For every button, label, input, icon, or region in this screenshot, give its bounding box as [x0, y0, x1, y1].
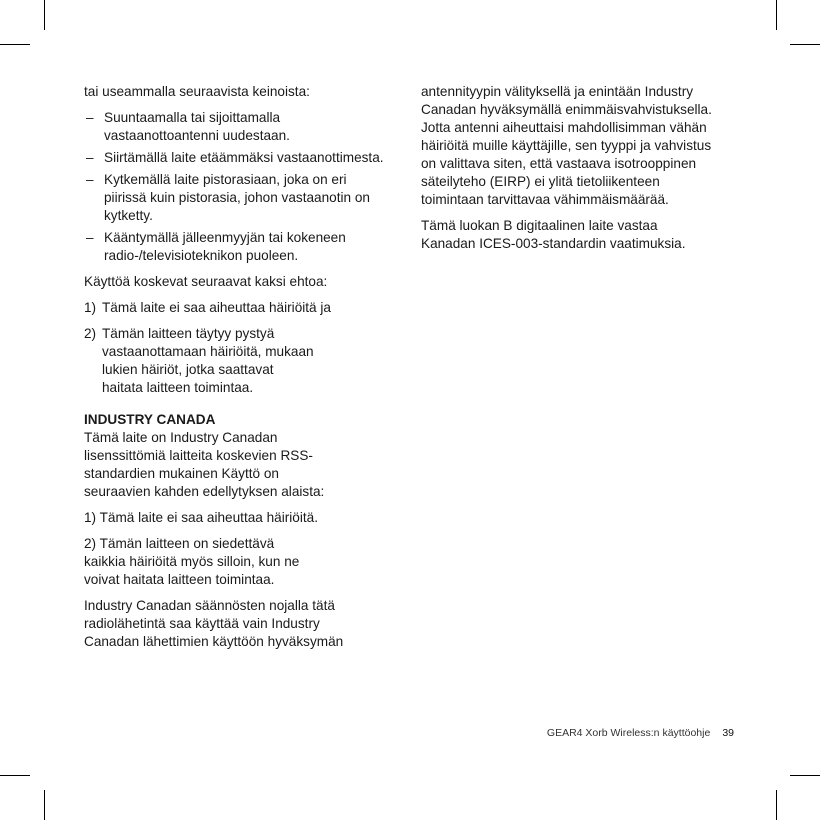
page-number: 39	[722, 727, 734, 739]
list-item	[84, 229, 384, 265]
left-column	[84, 83, 384, 659]
list-item	[84, 109, 384, 145]
list-item-text: Siirtämällä laite etäämmäksi vastaanottimesta.	[104, 150, 384, 165]
crop-mark	[790, 775, 820, 776]
list-item	[84, 171, 384, 225]
intro-text: tai useammalla seuraavista keinoista:	[84, 84, 310, 99]
crop-mark	[44, 0, 45, 30]
section-heading: INDUSTRY CANADA	[84, 412, 216, 427]
continuation-paragraph: antennityypin välityksellä ja enintään Industry Canadan hyväksymällä enimmäisvahvistuksella. Jotta antenni aiheuttaisi mahdollisimman vähän häiriöitä muille käyttäjille, sen tyyppi ja vahvistus on valittava siten, että vastaava isotrooppinen säteilyteho (EIRP) ei ylitä tietoliikenteen toimintaan tarvittavaa vähimmäismäärää.	[421, 84, 712, 207]
conditions-intro: Käyttöä koskevat seuraavat kaksi ehtoa:	[84, 274, 328, 289]
dash-marker: –	[86, 150, 94, 165]
dash-marker: –	[86, 110, 94, 125]
ic-condition-1: 1) Tämä laite ei saa aiheuttaa häiriöitä.	[84, 510, 319, 525]
list-item-text: Kääntymällä jälleenmyyjän tai kokeneen radio-/televisioteknikon puoleen.	[104, 230, 346, 263]
class-b-paragraph: Tämä luokan B digitaalinen laite vastaa Kanadan ICES-003-standardin vaatimuksia.	[421, 218, 686, 251]
crop-mark	[0, 775, 30, 776]
list-item	[84, 149, 384, 167]
condition-text: Tämän laitteen täytyy pystyä vastaanottamaan häiriöitä, mukaan lukien häiriöt, jotka saattavat haitata laitteen toimintaa.	[102, 326, 314, 395]
crop-mark	[776, 0, 777, 30]
dash-marker: –	[86, 172, 94, 187]
list-item-text: Kytkemällä laite pistorasiaan, joka on eri piirissä kuin pistorasia, johon vastaanotin on kytketty.	[104, 172, 370, 223]
regulation-paragraph: Industry Canadan säännösten nojalla tätä radiolähetintä saa käyttää vain Industry Canadan lähettimien käyttöön hyväksymän	[84, 598, 344, 649]
ic-condition-2: 2) Tämän laitteen on siedettävä kaikkia häiriöitä myös silloin, kun ne voivat haitata laitteen toimintaa.	[84, 536, 300, 587]
page-footer	[547, 724, 734, 742]
crop-mark	[0, 44, 30, 45]
condition-number: 2)	[84, 326, 97, 341]
footer-title: GEAR4 Xorb Wireless:n käyttöohje	[546, 727, 711, 739]
crop-mark	[790, 44, 820, 45]
condition-number: 1)	[84, 300, 97, 315]
crop-mark	[44, 790, 45, 820]
condition-text: Tämä laite ei saa aiheuttaa häiriöitä ja	[102, 300, 331, 315]
dash-marker: –	[86, 230, 94, 245]
list-item-text: Suuntaamalla tai sijoittamalla vastaanottoantenni uudestaan.	[104, 110, 290, 143]
condition-item	[84, 325, 384, 397]
ic-paragraph: Tämä laite on Industry Canadan lisenssittömiä laitteita koskevien RSS- standardien mukainen Käyttö on seuraavien kahden edellytyksen alaista:	[84, 430, 325, 499]
condition-item	[84, 299, 384, 317]
crop-mark	[776, 790, 777, 820]
right-column	[421, 83, 741, 261]
